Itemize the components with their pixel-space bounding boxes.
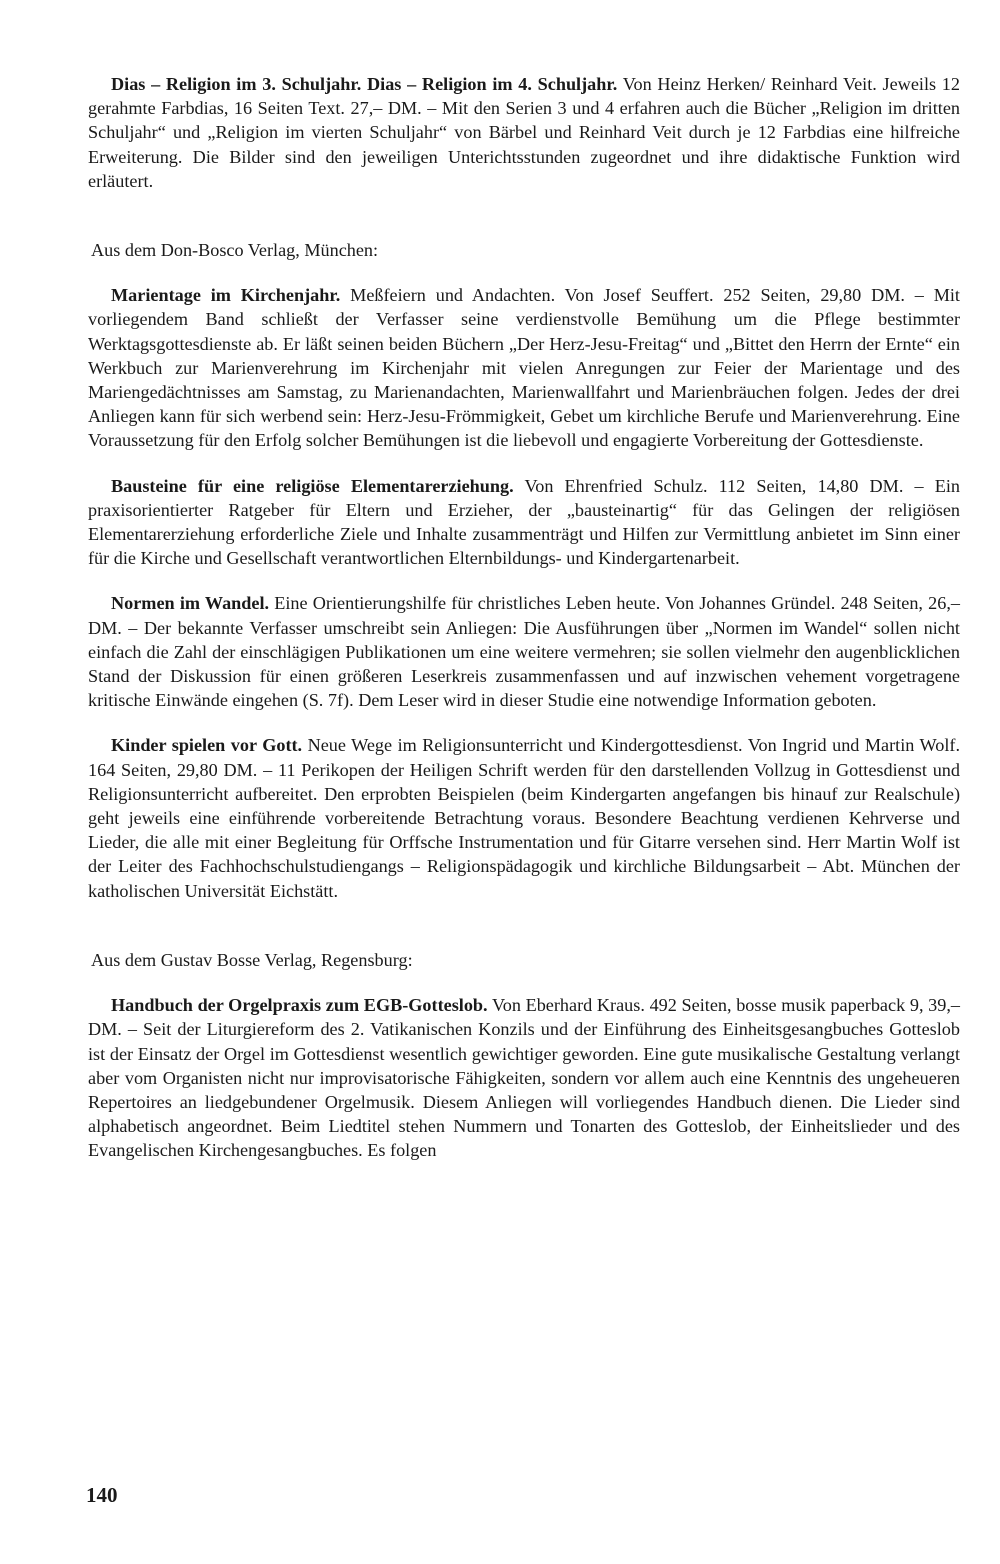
entry-title: Bausteine für eine religiöse Elementarerziehung. [111, 475, 514, 496]
review-entry [88, 993, 960, 1162]
entry-title: Normen im Wandel. [111, 593, 270, 614]
entry-text: Von Eberhard Kraus. 492 Seiten, bosse musik paperback 9, 39,– DM. – Seit der Liturgiereform des 2. Vatikanischen Konzils und der Einführung des Einheitsgesangbuches Gotteslob ist der Einsatz der Orgel im Gottesdienst wesentlich gewichtiger geworden. Eine gute musikalische Gestaltung verlangt aber vom Organisten nicht nur improvisatorische Fähigkeiten, sondern vor allem auch eine Kenntnis des ungeheueren Repertoires an liedgebundener Orgelmusik. Diesem Anliegen will vorliegendes Handbuch dienen. Die Lieder sind alphabetisch angeordnet. Beim Liedtitel stehen Nummern und Tonarten des Gotteslob, der Einheitslieder und des Evangelischen Kirchengesangbuches. Es folgen [88, 995, 960, 1161]
review-entry [88, 474, 960, 571]
entry-title: Handbuch der Orgelpraxis zum EGB-Gotteslob. [111, 995, 488, 1016]
entry-title: Kinder spielen vor Gott. [111, 735, 303, 756]
entry-text: Eine Orientierungshilfe für christliches Leben heute. Von Johannes Gründel. 248 Seiten, 26,– DM. – Der bekannte Verfasser umschreibt sein Anliegen: Die Ausführungen über „Normen im Wandel“ sollen nicht einfach die Zahl der einschlägigen Publikationen um eine weitere vermehren; sie sollen vielmehr den augenblicklichen Stand der Diskussion für einen größeren Leserkreis zusammenfassen und auf inzwischen vehement vorgetragene kritische Einwände eingehen (S. 7f). Dem Leser wird in dieser Studie eine notwendige Information geboten. [88, 593, 960, 711]
entry-text: Von Ehrenfried Schulz. 112 Seiten, 14,80 DM. – Ein praxisorientierter Ratgeber für Eltern und Erzieher, der „bausteinartig“ für das Gelingen der religiösen Elementarerziehung erforderliche Ziele und Inhalte zusammenträgt und Hilfen zur Vermittlung anbietet im Sinn einer für die Kirche und Gesellschaft verantwortlichen Elternbildungs- und Kindergartenarbeit. [88, 475, 960, 569]
entry-title: Marientage im Kirchenjahr. [111, 285, 341, 306]
review-entry [88, 733, 960, 902]
page-number: 140 [86, 1483, 118, 1507]
publisher-heading: Aus dem Don-Bosco Verlag, München: [91, 240, 379, 261]
entry-text: Von Heinz Herken/ Reinhard Veit. Jeweils 12 gerahmte Farbdias, 16 Seiten Text. 27,– DM. – Mit den Serien 3 und 4 erfahren auch die Bücher „Religion im dritten Schuljahr“ und „Religion im vierten Schuljahr“ von Bärbel und Reinhard Veit durch je 12 Farbdias eine hilfreiche Erweiterung. Die Bilder sind den jeweiligen Unterichtsstunden zugeordnet und ihre didaktische Funktion wird erläutert. [88, 74, 960, 191]
entry-text: Meßfeiern und Andachten. Von Josef Seuffert. 252 Seiten, 29,80 DM. – Mit vorliegendem Band schließt der Verfasser seine verdienstvolle Bemühung um die Pflege bestimmter Werktagsgottesdienste ab. Er läßt seinen beiden Büchern „Der Herz-Jesu-Freitag“ und „Bittet den Herrn der Ernte“ ein Werkbuch zur Marienverehrung im Kirchenjahr mit vielen Anregungen zur Feier der Marientage und des Mariengedächtnisses am Samstag, zu Marienandachten, Marienwallfahrt und Marienbräuchen folgen. Jedes der drei Anliegen kann für sich werbend sein: Herz-Jesu-Frömmigkeit, Gebet um kirchliche Berufe und Marienverehrung. Eine Voraussetzung für den Erfolg solcher Bemühungen ist die liebevoll und engagierte Vorbereitung der Gottesdienste. [88, 285, 960, 451]
page-body [88, 72, 960, 1163]
review-entry [88, 591, 960, 712]
review-entry [88, 72, 960, 193]
review-entry [88, 283, 960, 452]
entry-title: Dias – Religion im 3. Schuljahr. Dias – Religion im 4. Schuljahr. [111, 74, 618, 94]
entry-text: Neue Wege im Religionsunterricht und Kindergottesdienst. Von Ingrid und Martin Wolf. 164 Seiten, 29,80 DM. – 11 Perikopen der Heiligen Schrift werden für den darstellenden Vollzug in Gottesdienst und Religionsunterricht aufbereitet. Den erprobten Beispielen (beim Kindergarten angefangen bis hinauf zur Realschule) geht jeweils eine einführende vorbereitende Betrachtung voraus. Besondere Beachtung verdienen Kehrverse und Lieder, die alle mit einer Begleitung für Orffsche Instrumentation und für Gitarre versehen sind. Herr Martin Wolf ist der Leiter des Fachhochschulstudiengangs – Religionspädagogik und kirchliche Bildungsarbeit – Abt. München der katholischen Universität Eichstätt. [88, 735, 960, 901]
publisher-heading: Aus dem Gustav Bosse Verlag, Regensburg: [91, 949, 413, 970]
